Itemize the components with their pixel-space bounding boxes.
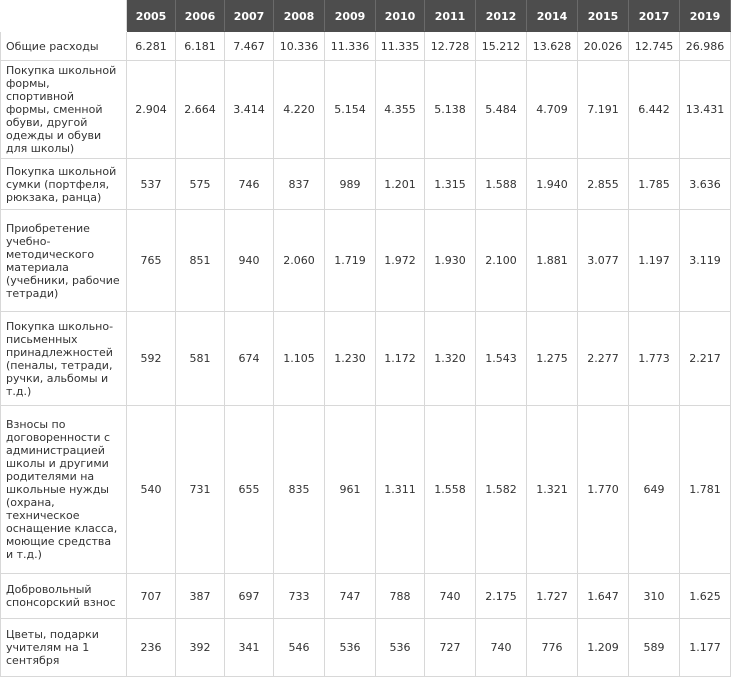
year-header-2007: 2007 bbox=[225, 1, 274, 32]
value-cell: 1.781 bbox=[680, 406, 731, 574]
value-cell: 2.664 bbox=[176, 61, 225, 159]
value-cell: 835 bbox=[274, 406, 325, 574]
year-header-2011: 2011 bbox=[425, 1, 476, 32]
value-cell: 655 bbox=[225, 406, 274, 574]
row-label: Покупка школьной сумки (портфеля, рюкзака, ранца) bbox=[1, 159, 127, 210]
table-row bbox=[1, 159, 731, 210]
value-cell: 1.647 bbox=[578, 574, 629, 619]
value-cell: 1.201 bbox=[376, 159, 425, 210]
value-cell: 940 bbox=[225, 210, 274, 312]
value-cell: 1.727 bbox=[527, 574, 578, 619]
value-cell: 392 bbox=[176, 619, 225, 677]
value-cell: 5.138 bbox=[425, 61, 476, 159]
value-cell: 1.940 bbox=[527, 159, 578, 210]
value-cell: 1.719 bbox=[325, 210, 376, 312]
value-cell: 747 bbox=[325, 574, 376, 619]
value-cell: 236 bbox=[127, 619, 176, 677]
table-header bbox=[1, 1, 731, 32]
value-cell: 2.277 bbox=[578, 312, 629, 406]
value-cell: 4.355 bbox=[376, 61, 425, 159]
table-row bbox=[1, 574, 731, 619]
value-cell: 5.154 bbox=[325, 61, 376, 159]
value-cell: 740 bbox=[476, 619, 527, 677]
value-cell: 788 bbox=[376, 574, 425, 619]
value-cell: 733 bbox=[274, 574, 325, 619]
value-cell: 851 bbox=[176, 210, 225, 312]
value-cell: 1.320 bbox=[425, 312, 476, 406]
value-cell: 1.177 bbox=[680, 619, 731, 677]
value-cell: 1.582 bbox=[476, 406, 527, 574]
value-cell: 1.558 bbox=[425, 406, 476, 574]
value-cell: 341 bbox=[225, 619, 274, 677]
value-cell: 961 bbox=[325, 406, 376, 574]
value-cell: 12.728 bbox=[425, 32, 476, 61]
table-row bbox=[1, 61, 731, 159]
year-header-2008: 2008 bbox=[274, 1, 325, 32]
value-cell: 740 bbox=[425, 574, 476, 619]
value-cell: 1.311 bbox=[376, 406, 425, 574]
value-cell: 1.209 bbox=[578, 619, 629, 677]
row-label: Покупка школьно-письменных принадлежностей (пеналы, тетради, ручки, альбомы и т.д.) bbox=[1, 312, 127, 406]
value-cell: 3.119 bbox=[680, 210, 731, 312]
table-row bbox=[1, 210, 731, 312]
value-cell: 536 bbox=[325, 619, 376, 677]
value-cell: 1.881 bbox=[527, 210, 578, 312]
value-cell: 1.172 bbox=[376, 312, 425, 406]
value-cell: 7.191 bbox=[578, 61, 629, 159]
header-corner-cell bbox=[1, 1, 127, 32]
value-cell: 15.212 bbox=[476, 32, 527, 61]
value-cell: 4.709 bbox=[527, 61, 578, 159]
value-cell: 2.060 bbox=[274, 210, 325, 312]
table-row bbox=[1, 312, 731, 406]
value-cell: 1.770 bbox=[578, 406, 629, 574]
value-cell: 1.785 bbox=[629, 159, 680, 210]
value-cell: 13.431 bbox=[680, 61, 731, 159]
row-label: Общие расходы bbox=[1, 32, 127, 61]
value-cell: 387 bbox=[176, 574, 225, 619]
value-cell: 7.467 bbox=[225, 32, 274, 61]
year-header-2014: 2014 bbox=[527, 1, 578, 32]
row-label: Приобретение учебно-методического материала (учебники, рабочие тетради) bbox=[1, 210, 127, 312]
value-cell: 12.745 bbox=[629, 32, 680, 61]
value-cell: 989 bbox=[325, 159, 376, 210]
year-header-2006: 2006 bbox=[176, 1, 225, 32]
row-label: Цветы, подарки учителям на 1 сентября bbox=[1, 619, 127, 677]
value-cell: 546 bbox=[274, 619, 325, 677]
header-row bbox=[1, 1, 731, 32]
table-row bbox=[1, 406, 731, 574]
value-cell: 2.100 bbox=[476, 210, 527, 312]
value-cell: 765 bbox=[127, 210, 176, 312]
year-header-2017: 2017 bbox=[629, 1, 680, 32]
value-cell: 707 bbox=[127, 574, 176, 619]
value-cell: 536 bbox=[376, 619, 425, 677]
value-cell: 1.773 bbox=[629, 312, 680, 406]
value-cell: 6.181 bbox=[176, 32, 225, 61]
value-cell: 3.077 bbox=[578, 210, 629, 312]
value-cell: 575 bbox=[176, 159, 225, 210]
year-header-2012: 2012 bbox=[476, 1, 527, 32]
value-cell: 2.855 bbox=[578, 159, 629, 210]
value-cell: 1.930 bbox=[425, 210, 476, 312]
value-cell: 3.636 bbox=[680, 159, 731, 210]
year-header-2019: 2019 bbox=[680, 1, 731, 32]
value-cell: 1.105 bbox=[274, 312, 325, 406]
value-cell: 1.543 bbox=[476, 312, 527, 406]
value-cell: 5.484 bbox=[476, 61, 527, 159]
value-cell: 20.026 bbox=[578, 32, 629, 61]
value-cell: 581 bbox=[176, 312, 225, 406]
year-header-2015: 2015 bbox=[578, 1, 629, 32]
table-row bbox=[1, 619, 731, 677]
value-cell: 2.904 bbox=[127, 61, 176, 159]
value-cell: 11.335 bbox=[376, 32, 425, 61]
value-cell: 6.281 bbox=[127, 32, 176, 61]
year-header-2009: 2009 bbox=[325, 1, 376, 32]
value-cell: 674 bbox=[225, 312, 274, 406]
value-cell: 731 bbox=[176, 406, 225, 574]
value-cell: 1.972 bbox=[376, 210, 425, 312]
value-cell: 2.217 bbox=[680, 312, 731, 406]
value-cell: 746 bbox=[225, 159, 274, 210]
value-cell: 4.220 bbox=[274, 61, 325, 159]
value-cell: 1.315 bbox=[425, 159, 476, 210]
value-cell: 589 bbox=[629, 619, 680, 677]
value-cell: 727 bbox=[425, 619, 476, 677]
value-cell: 837 bbox=[274, 159, 325, 210]
value-cell: 6.442 bbox=[629, 61, 680, 159]
row-label: Добровольный спонсорский взнос bbox=[1, 574, 127, 619]
table-row bbox=[1, 32, 731, 61]
value-cell: 1.230 bbox=[325, 312, 376, 406]
value-cell: 2.175 bbox=[476, 574, 527, 619]
row-label: Взносы по договоренности с администрацией школы и другими родителями на школьные нужды (охрана, техническое оснащение класса, моющие средства и т.д.) bbox=[1, 406, 127, 574]
value-cell: 10.336 bbox=[274, 32, 325, 61]
value-cell: 1.321 bbox=[527, 406, 578, 574]
value-cell: 1.275 bbox=[527, 312, 578, 406]
year-header-2005: 2005 bbox=[127, 1, 176, 32]
value-cell: 1.625 bbox=[680, 574, 731, 619]
value-cell: 13.628 bbox=[527, 32, 578, 61]
value-cell: 537 bbox=[127, 159, 176, 210]
value-cell: 3.414 bbox=[225, 61, 274, 159]
row-label: Покупка школьной формы, спортивной формы, сменной обуви, другой одежды и обуви для школы) bbox=[1, 61, 127, 159]
value-cell: 649 bbox=[629, 406, 680, 574]
value-cell: 1.197 bbox=[629, 210, 680, 312]
value-cell: 592 bbox=[127, 312, 176, 406]
year-header-2010: 2010 bbox=[376, 1, 425, 32]
value-cell: 697 bbox=[225, 574, 274, 619]
value-cell: 26.986 bbox=[680, 32, 731, 61]
value-cell: 11.336 bbox=[325, 32, 376, 61]
value-cell: 540 bbox=[127, 406, 176, 574]
table-body bbox=[1, 32, 731, 677]
value-cell: 1.588 bbox=[476, 159, 527, 210]
value-cell: 310 bbox=[629, 574, 680, 619]
value-cell: 776 bbox=[527, 619, 578, 677]
